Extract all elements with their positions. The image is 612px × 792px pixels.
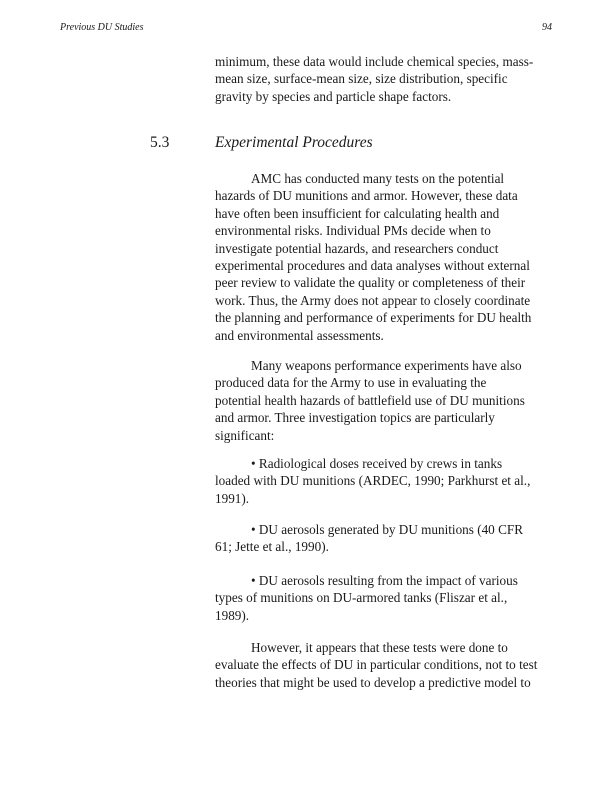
paragraph-3 bbox=[215, 639, 555, 691]
section-heading bbox=[150, 134, 373, 152]
page-number: 94 bbox=[542, 22, 552, 33]
text-line: work. Thus, the Army does not appear to closely coordinate bbox=[215, 292, 531, 308]
text-line: experimental procedures and data analyses without external bbox=[215, 258, 530, 274]
text-line: • DU aerosols generated by DU munitions (40 CFR bbox=[251, 522, 523, 537]
text-line: environmental risks. Individual PMs decide when to bbox=[215, 223, 491, 239]
intro-paragraph bbox=[215, 53, 555, 105]
text-line: AMC has conducted many tests on the potential bbox=[251, 171, 505, 186]
paragraph-1 bbox=[215, 170, 555, 344]
text-line: types of munitions on DU-armored tanks (Fliszar et al., bbox=[215, 590, 508, 606]
text-line: and environmental assessments. bbox=[215, 327, 384, 343]
paragraph-2 bbox=[215, 357, 555, 444]
section-number: 5.3 bbox=[150, 134, 170, 151]
text-line: produced data for the Army to use in evaluating the bbox=[215, 375, 487, 391]
text-line: hazards of DU munitions and armor. However, these data bbox=[215, 188, 518, 204]
text-line: 61; Jette et al., 1990). bbox=[215, 539, 329, 555]
text-line: 1991). bbox=[215, 490, 250, 506]
text-line: significant: bbox=[215, 427, 275, 443]
text-line: investigate potential hazards, and researchers conduct bbox=[215, 240, 499, 256]
text-line: 1989). bbox=[215, 607, 250, 623]
text-line: the planning and performance of experiments for DU health bbox=[215, 310, 532, 326]
text-line: theories that might be used to develop a predictive model to bbox=[215, 674, 531, 690]
text-line: and armor. Three investigation topics are particularly bbox=[215, 410, 495, 426]
bullet-item-3 bbox=[215, 572, 555, 624]
text-line: minimum, these data would include chemical species, mass- bbox=[215, 54, 534, 69]
text-line: Many weapons performance experiments have also bbox=[251, 358, 522, 373]
bullet-item-1 bbox=[215, 455, 555, 507]
running-title: Previous DU Studies bbox=[60, 22, 144, 33]
text-line: potential health hazards of battlefield use of DU munitions bbox=[215, 392, 525, 408]
text-line: However, it appears that these tests were done to bbox=[251, 640, 508, 655]
section-title: Experimental Procedures bbox=[215, 134, 373, 151]
text-line: • Radiological doses received by crews in tanks bbox=[251, 456, 503, 471]
text-line: gravity by species and particle shape factors. bbox=[215, 88, 452, 104]
text-line: evaluate the effects of DU in particular conditions, not to test bbox=[215, 657, 538, 673]
text-line: peer review to validate the quality or completeness of their bbox=[215, 275, 526, 291]
text-line: • DU aerosols resulting from the impact of various bbox=[251, 573, 518, 588]
text-line: mean size, surface-mean size, size distribution, specific bbox=[215, 71, 508, 87]
bullet-item-2 bbox=[215, 521, 555, 556]
text-line: have often been insufficient for calculating health and bbox=[215, 205, 500, 221]
text-line: loaded with DU munitions (ARDEC, 1990; Parkhurst et al., bbox=[215, 473, 531, 489]
